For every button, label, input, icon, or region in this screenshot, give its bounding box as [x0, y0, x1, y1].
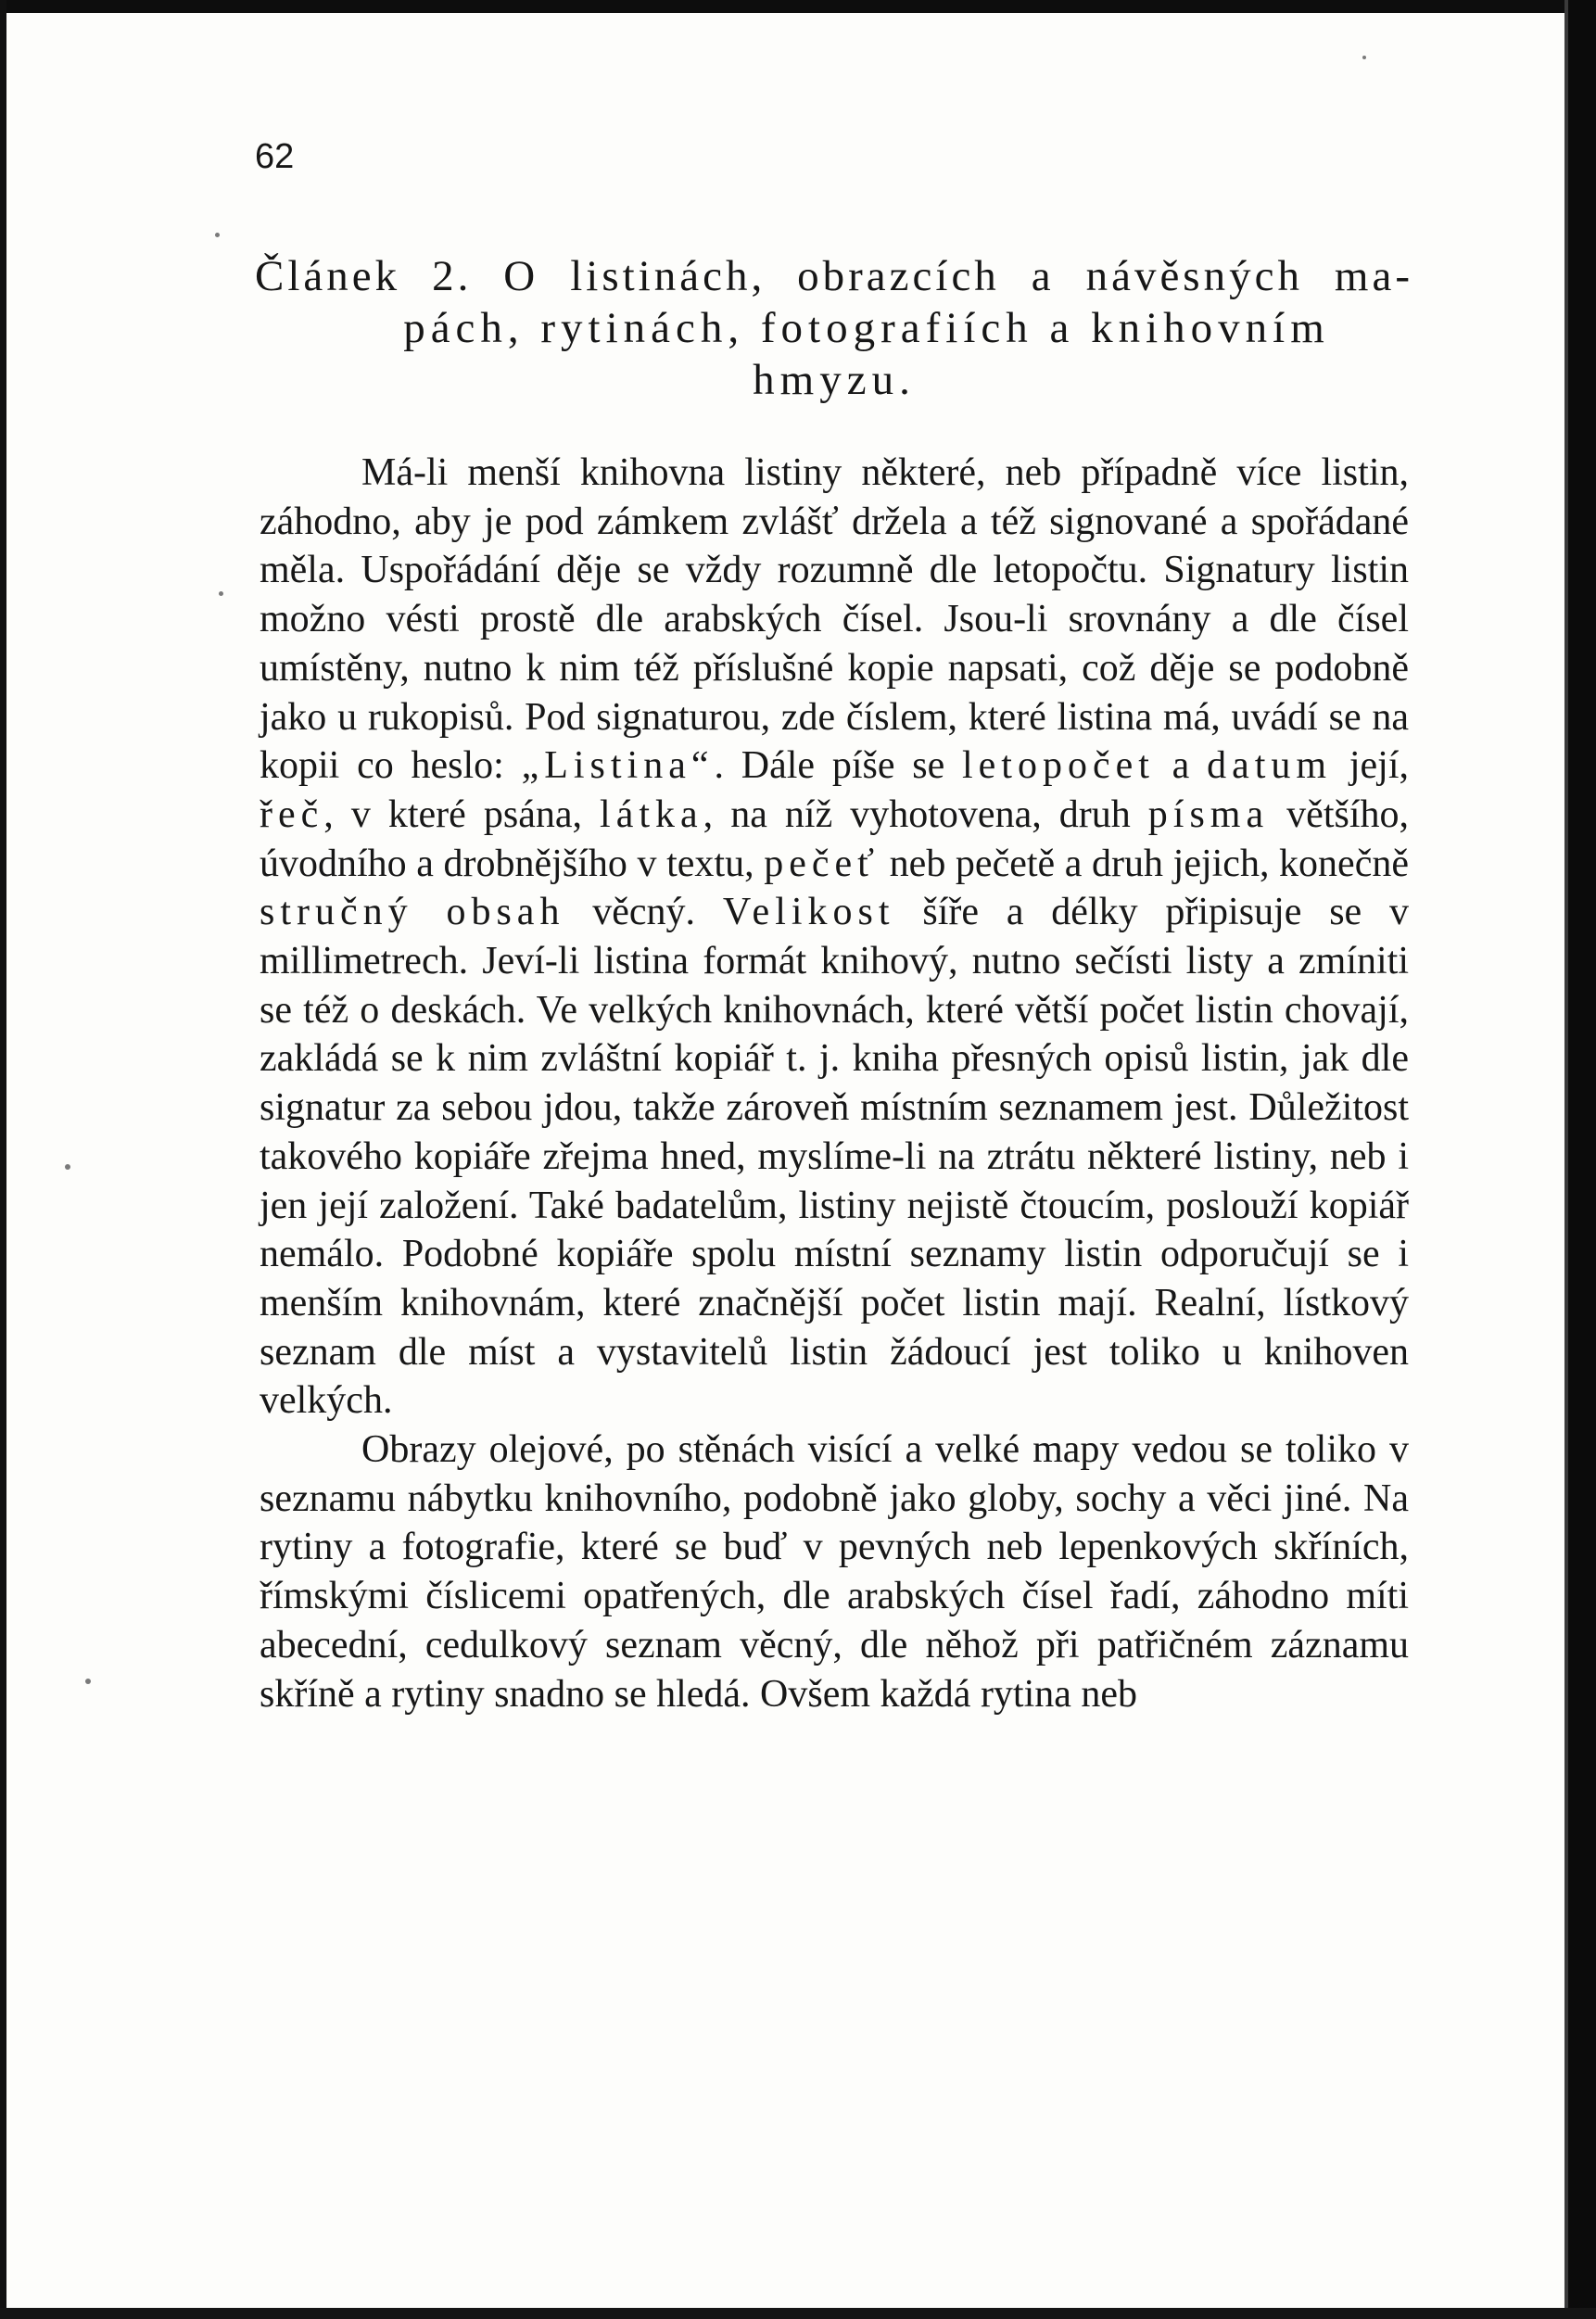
scan-speck	[215, 233, 220, 237]
text-run: , na níž vyhotovena, druh	[703, 792, 1148, 836]
heading-line-2: pách, rytinách, fotografiích a knihovním	[403, 304, 1330, 352]
text-run: neb pečetě a druh jejich, konečně	[880, 842, 1409, 885]
spaced-term: „Listina“	[521, 744, 715, 788]
spaced-term: letopočet	[961, 744, 1155, 788]
text-run: její,	[1332, 744, 1409, 788]
scan-speck	[219, 591, 223, 596]
paragraph-pictures: Obrazy olejové, po stěnách visící a velké mapy vedou se toliko v seznamu nábytku knihovního, podobně jako globy, sochy a věci jiné. Na rytiny a fotografie, které se buď v pevných neb lepenkových skříních, římskými číslicemi opatřených, dle arabských čísel řadí, záhodno míti abecední, cedulkový seznam věcný, dle něhož při patřičném záznamu skříně a rytiny snadno se hledá. Ovšem každá rytina neb	[260, 1428, 1409, 1716]
article-body	[260, 449, 1409, 1718]
text-run: většího, úvodního a drobnějšího v textu,	[260, 792, 1409, 885]
spaced-term: stručný obsah	[260, 891, 565, 934]
text-run: šíře a délky připisuje se v millimetrech. Jeví-li listina formát knihový, nutno sečísti listy a zmíniti se též o deskách. Ve velkých knihovnách, které větší počet listin chovají, zakládá se k nim zvláštní kopiář t. j. kniha přesných opisů listin, jak dle signatur za sebou jdou, takže zároveň místním seznamem jest. Důležitost takového kopiáře zřejma hned, myslíme-li na ztrátu některé listiny, neb i jen její založení. Také badatelům, listiny nejistě čtoucím, poslouží kopiář nemálo. Podobné kopiáře spolu místní seznamy listin odporučují se i menším knihovnám, které značnější počet listin mají. Realní, lístkový seznam dle míst a vystavitelů listin žádoucí jest toliko u knihoven velkých.	[260, 891, 1409, 1423]
spaced-term: Velikost	[722, 891, 895, 934]
text-run: , v které psána,	[323, 792, 601, 836]
text-run: Má-li menší knihovna listiny některé, neb případně více listin, záhodno, aby je pod zámkem zvlášť držela a též signované a spořádané měla. Uspořádání děje se vždy rozumně dle letopočtu. Signatury listin možno vésti prostě dle arabských čísel. Jsou-li srovnány a dle čísel umístěny, nutno k nim též příslušné kopie napsati, což děje se podobně jako u rukopisů. Pod signaturou, zde číslem, které listina má, uvádí se na kopii co heslo:	[260, 451, 1409, 788]
spaced-term: písma	[1147, 792, 1270, 836]
heading-line-1: Článek 2. O listinách, obrazcích a návěsných ma-	[255, 252, 1413, 300]
text-run: a	[1154, 744, 1208, 788]
heading-line-3: hmyzu.	[753, 356, 916, 404]
scan-border-right	[1568, 0, 1596, 2319]
scan-speck	[65, 1164, 70, 1170]
page-number: 62	[255, 137, 295, 176]
scan-border-bottom	[0, 2308, 1596, 2319]
scan-speck	[1362, 56, 1366, 59]
scan-border-top	[0, 0, 1596, 13]
text-run: věcný.	[564, 891, 723, 934]
text-run: . Dále píše se	[714, 744, 962, 788]
spaced-term: datum	[1207, 744, 1333, 788]
spaced-term: látka	[600, 792, 703, 836]
scan-border-left	[0, 0, 6, 2319]
paragraph-documents	[260, 449, 1409, 1426]
spaced-term: řeč	[260, 792, 324, 836]
scan-speck	[85, 1679, 91, 1684]
article-heading	[255, 250, 1413, 406]
spaced-term: pečeť	[764, 842, 880, 885]
